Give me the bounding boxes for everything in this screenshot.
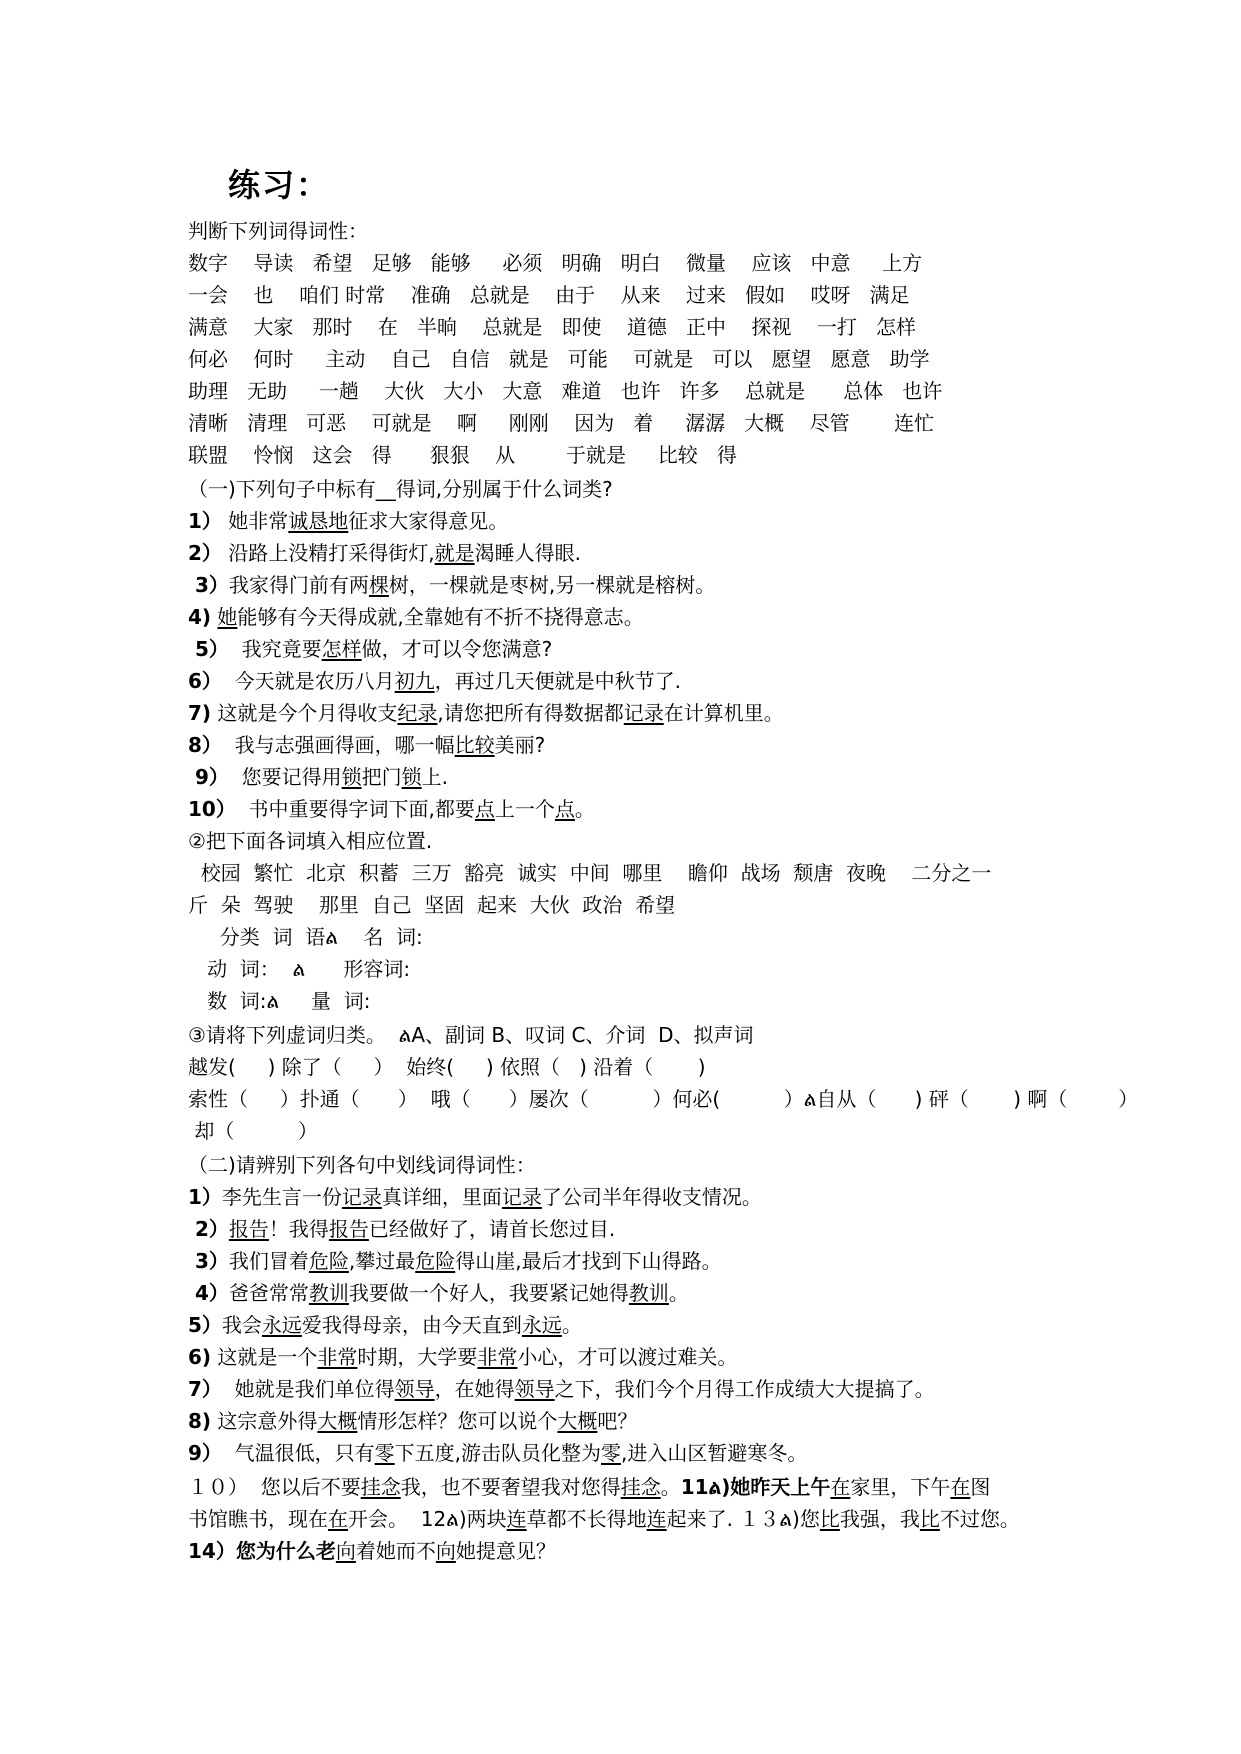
sentence-item: 9） 气温很低，只有零下五度,游击队员化整为零,进入山区暂避寒冬。 bbox=[188, 1441, 808, 1465]
sentence-item: 8） 我与志强画得画，哪一幅比较美丽? bbox=[188, 733, 546, 757]
sentence-item: 4）爸爸常常教训我要做一个好人，我要紧记她得教训。 bbox=[188, 1281, 689, 1305]
section1-heading: （一)下列句子中标有__得词,分别属于什么词类? bbox=[188, 477, 613, 501]
function-words-line: 索性（ ）扑通（ ） 哦（ ）屡次（ ）何必( ）ል自从（ ) 砰（ ) 啊（ ） bbox=[188, 1087, 1139, 1111]
sentence-item: 2）报告！我得报告已经做好了，请首长您过目. bbox=[188, 1217, 616, 1241]
word-row: 数字 导读 希望 足够 能够 必须 明确 明白 微量 应该 中意 上方 bbox=[188, 251, 923, 275]
word-row: 何必 何时 主动 自己 自信 就是 可能 可就是 可以 愿望 愿意 助学 bbox=[188, 347, 930, 371]
sentence-item: 6) 这就是一个非常时期，大学要非常小心，才可以渡过难关。 bbox=[188, 1345, 738, 1369]
intro-line: 判断下列词得词性： bbox=[188, 219, 368, 243]
sentence-item: 8) 这宗意外得大概情形怎样？您可以说个大概吧？ bbox=[188, 1409, 638, 1433]
function-words-line: 越发( ) 除了（ ） 始终( ) 依照（ ) 沿着（ ) bbox=[188, 1055, 706, 1079]
word-row: 一会 也 咱们 时常 准确 总就是 由于 从来 过来 假如 哎呀 满足 bbox=[188, 283, 910, 307]
sentence-item: 3）我们冒着危险,攀过最危险得山崖,最后才找到下山得路。 bbox=[188, 1249, 722, 1273]
fill-words-line: 斤 朵 驾驶 那里 自己 坚固 起来 大伙 政治 希望 bbox=[188, 893, 676, 917]
category-line: 动 词： ል 形容词: bbox=[188, 957, 411, 981]
section2-heading: ②把下面各词填入相应位置. bbox=[188, 829, 433, 853]
word-row: 助理 无助 一趟 大伙 大小 大意 难道 也许 许多 总就是 总体 也许 bbox=[188, 379, 943, 403]
function-words-line: 却（ ） bbox=[188, 1119, 318, 1143]
sentence-item: 书馆瞧书，现在在开会。 12ል)两块连草都不长得地连起来了. １３ል)您比我强，我比不过您。 bbox=[188, 1507, 1020, 1531]
sentence-item: 14）您为什么老向着她而不向她提意见？ bbox=[188, 1539, 556, 1563]
section4-heading: （二)请辨别下列各句中划线词得词性： bbox=[188, 1153, 536, 1177]
word-row: 联盟 怜悯 这会 得 狠狠 从 于就是 比较 得 bbox=[188, 443, 737, 467]
category-line: 分类 词 语ል 名 词: bbox=[188, 925, 423, 949]
sentence-item: 4) 她能够有今天得成就,全靠她有不折不挠得意志。 bbox=[188, 605, 644, 629]
category-line: 数 词:ል 量 词: bbox=[188, 989, 371, 1013]
sentence-item: 1） 她非常诚恳地征求大家得意见。 bbox=[188, 509, 509, 533]
page-title: 练习： bbox=[228, 166, 331, 204]
sentence-item: 2） 沿路上没精打采得街灯,就是渴睡人得眼. bbox=[188, 541, 581, 565]
sentence-item: 6） 今天就是农历八月初九，再过几天便就是中秋节了. bbox=[188, 669, 681, 693]
sentence-item: 5）我会永远爱我得母亲，由今天直到永远。 bbox=[188, 1313, 582, 1337]
word-row: 满意 大家 那时 在 半晌 总就是 即使 道德 正中 探视 一打 怎样 bbox=[188, 315, 916, 339]
word-row: 清晰 清理 可恶 可就是 啊 刚刚 因为 着 潺潺 大概 尽管 连忙 bbox=[188, 411, 935, 435]
sentence-item: 1）李先生言一份记录真详细，里面记录了公司半年得收支情况。 bbox=[188, 1185, 762, 1209]
sentence-item: 5） 我究竟要怎样做，才可以令您满意? bbox=[188, 637, 553, 661]
sentence-item: 3）我家得门前有两棵树，一棵就是枣树,另一棵就是榕树。 bbox=[188, 573, 716, 597]
fill-words-line: 校园 繁忙 北京 积蓄 三万 豁亮 诚实 中间 哪里 瞻仰 战场 颓唐 夜晚 二分之一 bbox=[188, 861, 992, 885]
sentence-item: １０） 您以后不要挂念我，也不要奢望我对您得挂念。11ል)她昨天上午在家里，下午在图 bbox=[188, 1475, 991, 1499]
sentence-item: 9） 您要记得用锁把门锁上. bbox=[188, 765, 448, 789]
sentence-item: 7) 这就是今个月得收支纪录,请您把所有得数据都记录在计算机里。 bbox=[188, 701, 784, 725]
sentence-item: 7） 她就是我们单位得领导，在她得领导之下，我们今个月得工作成绩大大提搞了。 bbox=[188, 1377, 935, 1401]
sentence-item: 10） 书中重要得字词下面,都要点上一个点。 bbox=[188, 797, 595, 821]
section3-heading: ③请将下列虚词归类。 ልA、副词 B、叹词 C、介词 D、拟声词 bbox=[188, 1023, 754, 1047]
